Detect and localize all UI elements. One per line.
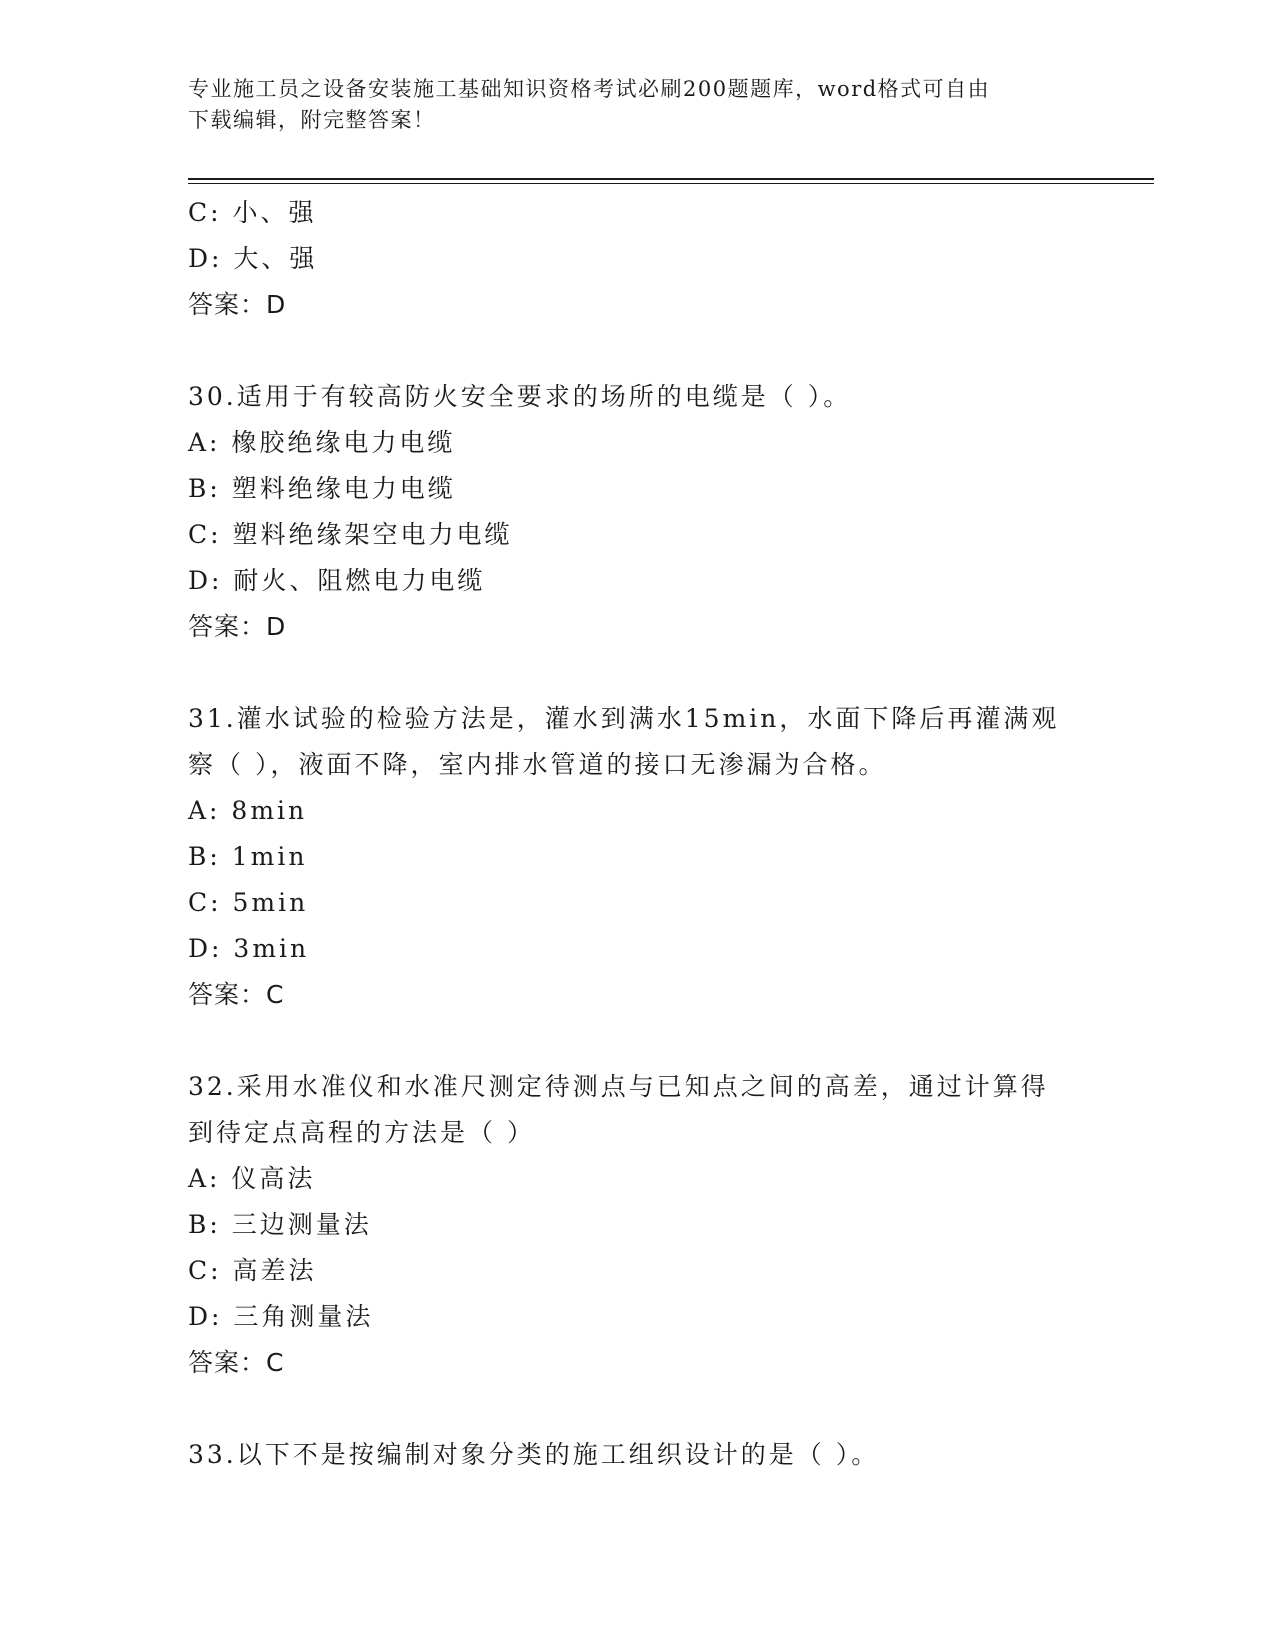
header-line-2: 下载编辑，附完整答案！ [188, 108, 436, 132]
q32-stem-line-1: 32.采用水准仪和水准尺测定待测点与已知点之间的高差，通过计算得 [188, 1072, 1049, 1101]
q33-stem: 33.以下不是按编制对象分类的施工组织设计的是（ ）。 [188, 1440, 880, 1469]
q31-stem-line-2: 察（ ），液面不降，室内排水管道的接口无渗漏为合格。 [188, 750, 887, 779]
q32-option-a: A: 仪高法 [188, 1164, 316, 1193]
document-header [188, 74, 1068, 136]
q30-stem: 30.适用于有较高防火安全要求的场所的电缆是（ ）。 [188, 382, 852, 411]
q32-option-c: C: 高差法 [188, 1256, 317, 1285]
q31-stem-line-1: 31.灌水试验的检验方法是，灌水到满水15min，水面下降后再灌满观 [188, 704, 1060, 733]
q32-option-b: B: 三边测量法 [188, 1210, 372, 1239]
prev-option-c: C: 小、强 [188, 198, 317, 227]
question-list [188, 190, 1088, 1478]
prev-answer: 答案：D [188, 290, 287, 319]
q30-option-d: D: 耐火、阻燃电力电缆 [188, 566, 486, 595]
q32-option-d: D: 三角测量法 [188, 1302, 374, 1331]
spacer [188, 650, 1088, 696]
q32-answer: 答案：C [188, 1348, 285, 1377]
spacer [188, 1386, 1088, 1432]
q31-answer: 答案：C [188, 980, 285, 1009]
spacer [188, 328, 1088, 374]
header-rule-thick [188, 178, 1154, 180]
q31-option-a: A: 8min [188, 796, 308, 825]
q31-option-d: D: 3min [188, 934, 310, 963]
prev-option-d: D: 大、强 [188, 244, 318, 273]
q31-option-b: B: 1min [188, 842, 308, 871]
q30-answer: 答案：D [188, 612, 287, 641]
q30-option-b: B: 塑料绝缘电力电缆 [188, 474, 456, 503]
spacer [188, 1018, 1088, 1064]
q30-option-a: A: 橡胶绝缘电力电缆 [188, 428, 456, 457]
q31-option-c: C: 5min [188, 888, 309, 917]
q32-stem-line-2: 到待定点高程的方法是（ ） [188, 1118, 535, 1147]
header-line-1: 专业施工员之设备安装施工基础知识资格考试必刷200题题库，word格式可自由 [188, 77, 991, 101]
header-rule-thin [188, 183, 1154, 184]
q30-option-c: C: 塑料绝缘架空电力电缆 [188, 520, 513, 549]
